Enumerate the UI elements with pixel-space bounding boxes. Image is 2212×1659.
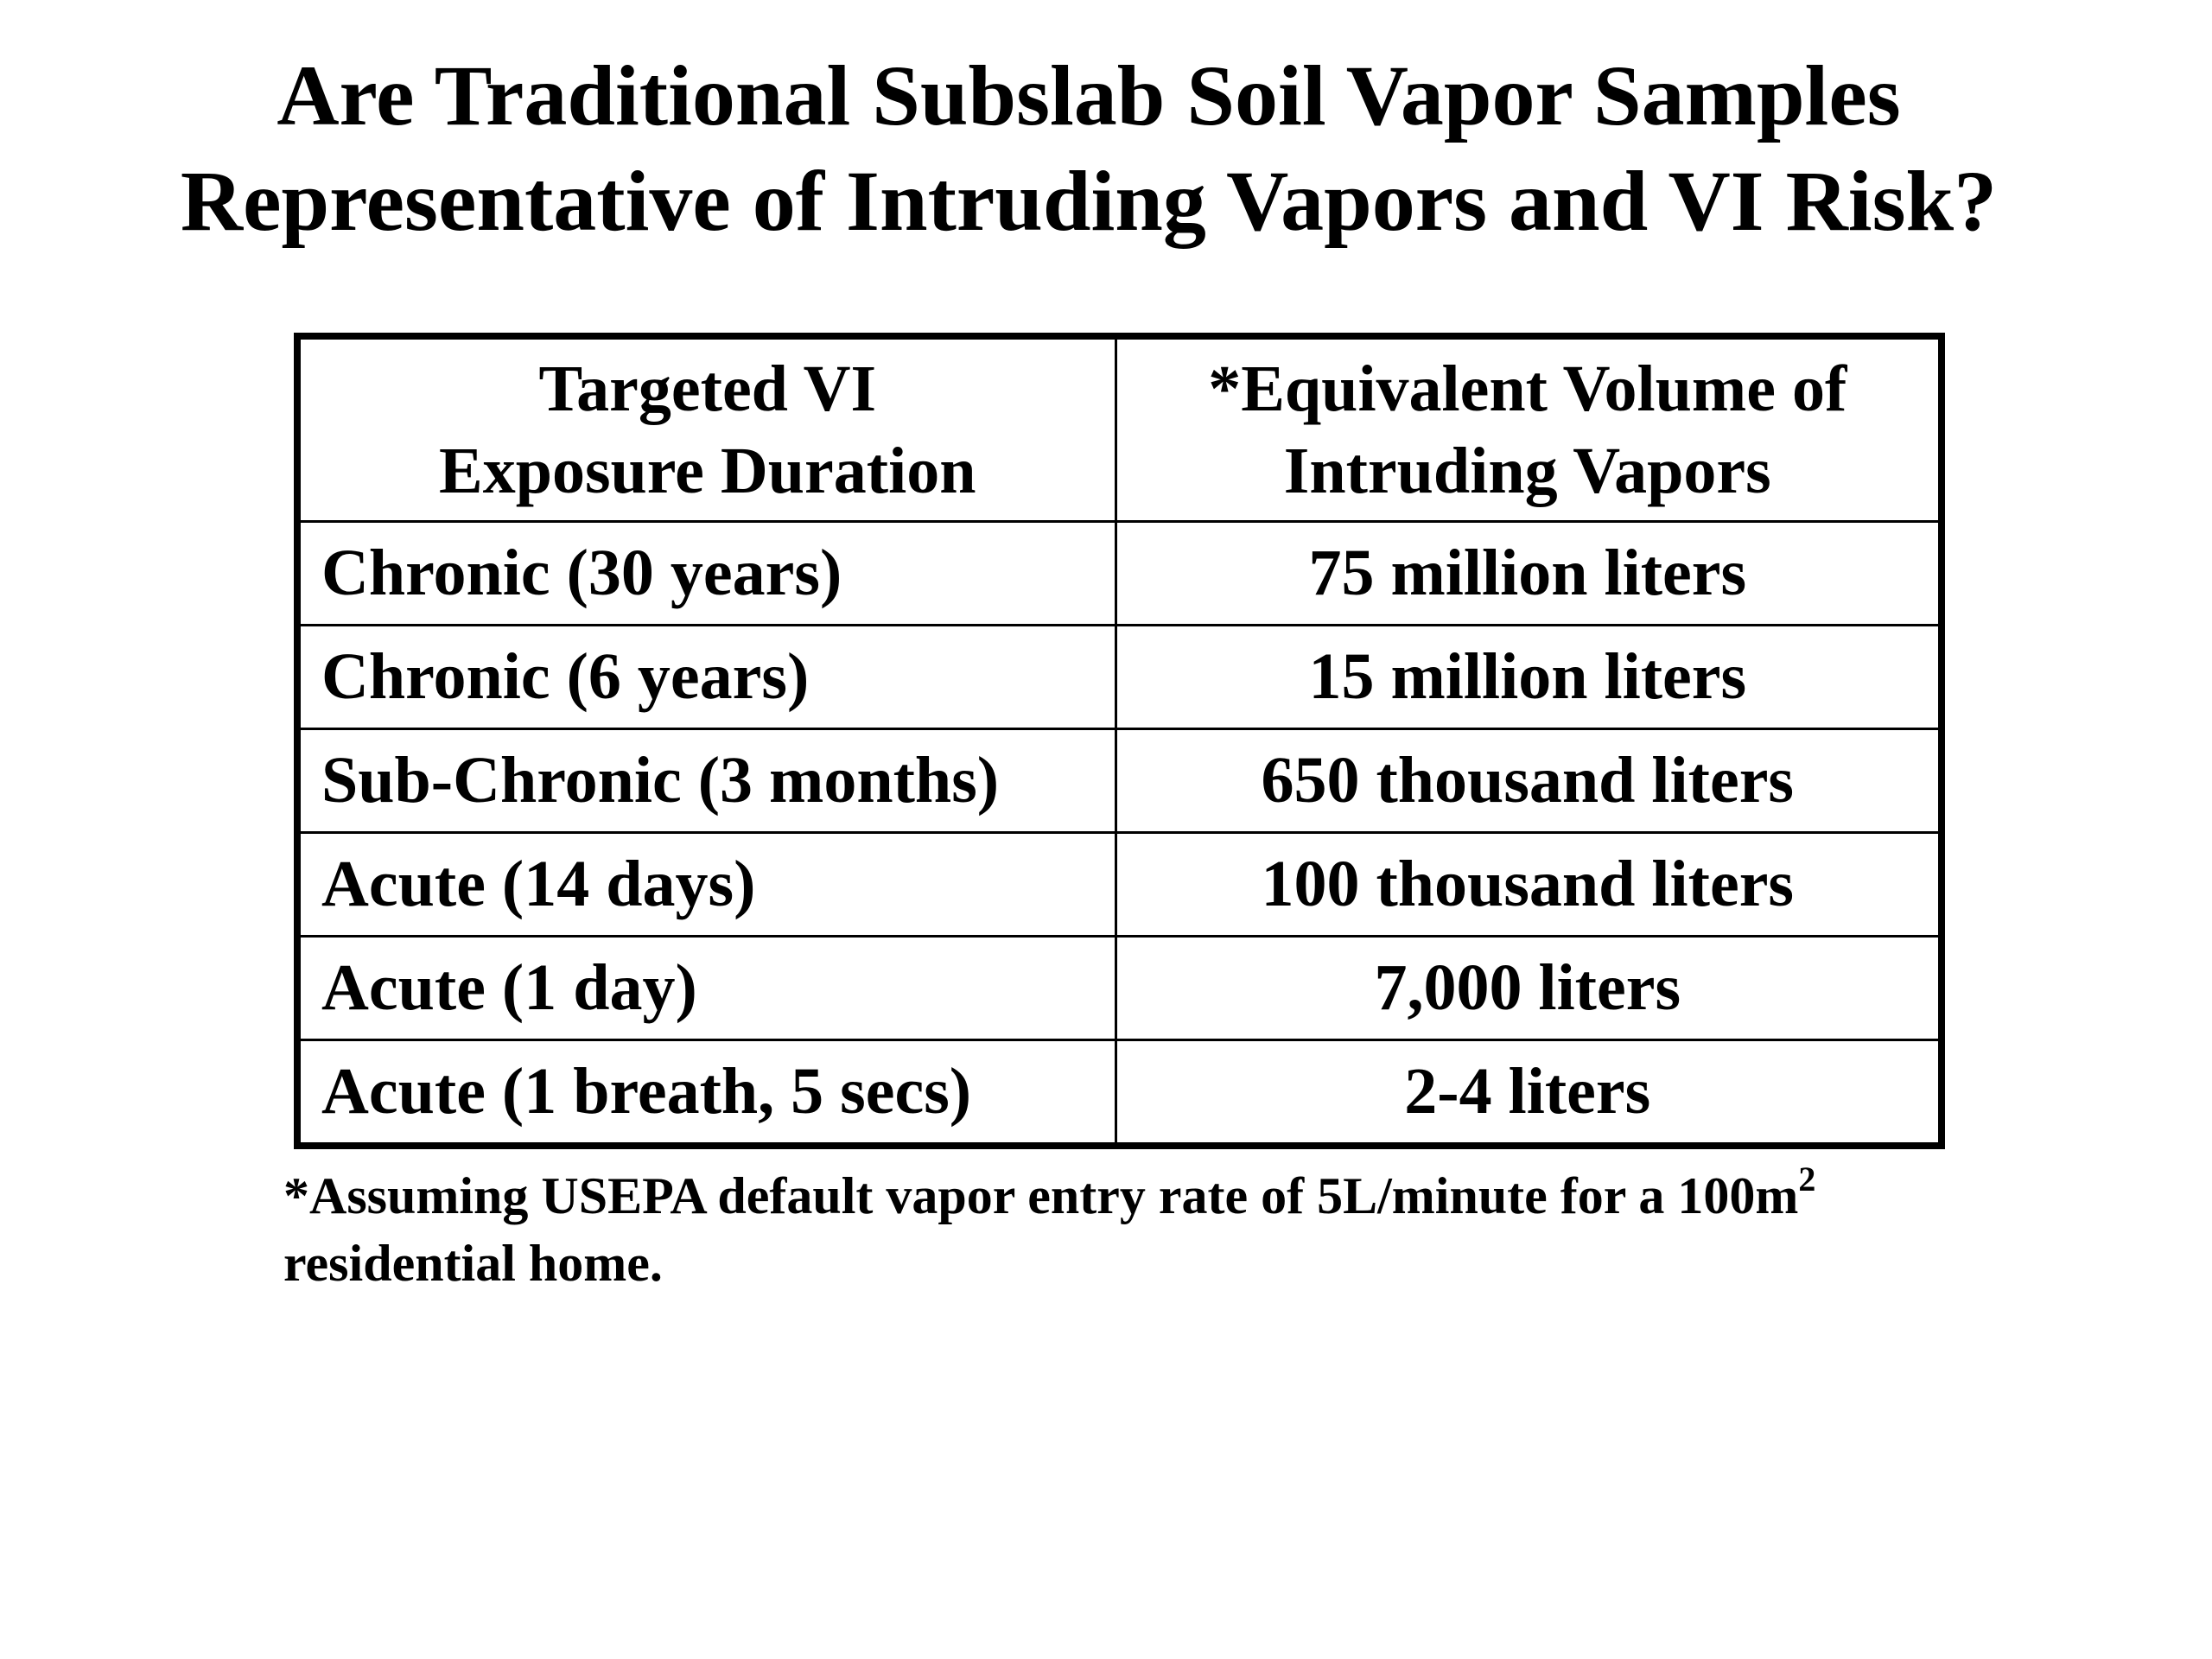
table-row <box>297 1040 1942 1147</box>
duration-cell: Chronic (6 years) <box>297 626 1116 729</box>
volume-cell: 15 million liters <box>1116 626 1942 729</box>
header-volume-line-2: Intruding Vapors <box>1283 434 1771 507</box>
table-header-row <box>297 336 1942 522</box>
duration-cell: Sub-Chronic (3 months) <box>297 729 1116 833</box>
title-line-2: Representative of Intruding Vapors and VI Risk? <box>180 153 1998 249</box>
title-line-1: Are Traditional Subslab Soil Vapor Samples <box>276 48 1901 143</box>
exposure-volume-table <box>294 333 1945 1149</box>
slide-title <box>0 43 2177 254</box>
table-row <box>297 522 1942 626</box>
table-row <box>297 626 1942 729</box>
volume-cell: 7,000 liters <box>1116 937 1942 1040</box>
duration-cell: Acute (1 day) <box>297 937 1116 1040</box>
table-row <box>297 937 1942 1040</box>
header-exposure-duration <box>297 336 1116 522</box>
header-volume-line-1: *Equivalent Volume of <box>1208 352 1847 425</box>
footnote-line-2: residential home. <box>283 1235 663 1292</box>
volume-cell: 650 thousand liters <box>1116 729 1942 833</box>
volume-cell: 2-4 liters <box>1116 1040 1942 1147</box>
footnote-superscript: 2 <box>1798 1160 1816 1198</box>
footnote-line-1 <box>283 1162 1977 1230</box>
duration-cell: Acute (14 days) <box>297 833 1116 937</box>
table-row <box>297 833 1942 937</box>
duration-cell: Chronic (30 years) <box>297 522 1116 626</box>
footnote-line-1-text: *Assuming USEPA default vapor entry rate of 5L/minute for a 100m <box>283 1167 1799 1224</box>
volume-cell: 75 million liters <box>1116 522 1942 626</box>
header-equivalent-volume <box>1116 336 1942 522</box>
volume-cell: 100 thousand liters <box>1116 833 1942 937</box>
duration-cell: Acute (1 breath, 5 secs) <box>297 1040 1116 1147</box>
header-duration-line-1: Targeted VI <box>538 352 877 425</box>
header-duration-line-2: Exposure Duration <box>439 434 976 507</box>
footnote <box>283 1162 1977 1297</box>
exposure-volume-table-wrapper <box>294 333 1938 1149</box>
table-row <box>297 729 1942 833</box>
